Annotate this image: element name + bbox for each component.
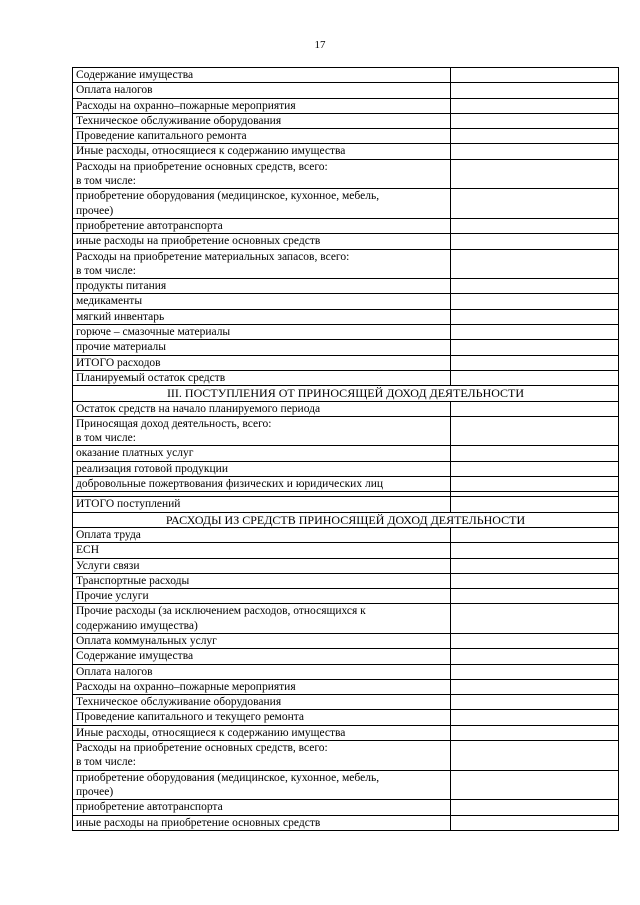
row-label-cell <box>73 527 451 542</box>
row-value-cell <box>451 401 619 416</box>
table-row <box>73 477 619 492</box>
row-label-line: ЕСН <box>76 544 99 557</box>
table-row <box>73 815 619 830</box>
row-value-cell <box>451 129 619 144</box>
row-label-cell <box>73 416 451 446</box>
row-label-line: медикаменты <box>76 295 143 308</box>
row-label-cell <box>73 543 451 558</box>
row-label-line: Прочие услуги <box>76 590 149 603</box>
row-label-cell <box>73 401 451 416</box>
row-value-cell <box>451 461 619 476</box>
table-row <box>73 725 619 740</box>
row-value-cell <box>451 144 619 159</box>
row-label-cell <box>73 695 451 710</box>
row-label-line: приобретение оборудования (медицинское, кухонное, мебель, <box>76 771 380 784</box>
row-value-cell <box>451 800 619 815</box>
row-label-line: Остаток средств на начало планируемого периода <box>76 402 321 415</box>
table-row <box>73 633 619 648</box>
table-row <box>73 279 619 294</box>
row-value-cell <box>451 477 619 492</box>
table-row <box>73 113 619 128</box>
row-label-line: иные расходы на приобретение основных средств <box>76 816 321 829</box>
row-label-line: Иные расходы, относящиеся к содержанию имущества <box>76 726 346 739</box>
row-label-line: иные расходы на приобретение основных средств <box>76 235 321 248</box>
row-value-cell <box>451 710 619 725</box>
row-label-cell <box>73 129 451 144</box>
row-label-cell <box>73 189 451 219</box>
row-label-line: содержанию имущества) <box>76 619 198 632</box>
row-label-line: Расходы на приобретение материальных запасов, всего: <box>76 250 350 263</box>
row-label-line: Иные расходы, относящиеся к содержанию имущества <box>76 145 346 158</box>
row-label-line: Оплата коммунальных услуг <box>76 634 217 647</box>
row-value-cell <box>451 98 619 113</box>
row-label-line: Оплата налогов <box>76 84 153 97</box>
section-title: РАСХОДЫ ИЗ СРЕДСТВ ПРИНОСЯЩЕЙ ДОХОД ДЕЯТЕЛЬНОСТИ <box>73 512 619 527</box>
row-value-cell <box>451 68 619 83</box>
row-label-cell <box>73 113 451 128</box>
row-label-line: Техническое обслуживание оборудования <box>76 696 282 709</box>
section-header-row <box>73 386 619 401</box>
table-row <box>73 710 619 725</box>
table-row <box>73 159 619 189</box>
row-label-line: ИТОГО расходов <box>76 356 161 369</box>
row-value-cell <box>451 589 619 604</box>
row-label-line: приобретение автотранспорта <box>76 219 223 232</box>
row-value-cell <box>451 695 619 710</box>
row-label-cell <box>73 725 451 740</box>
row-label-line: приобретение автотранспорта <box>76 801 223 814</box>
row-value-cell <box>451 725 619 740</box>
table-row <box>73 355 619 370</box>
row-label-cell <box>73 497 451 512</box>
row-value-cell <box>451 633 619 648</box>
row-label-line: реализация готовой продукции <box>76 462 228 475</box>
row-label-cell <box>73 234 451 249</box>
row-label-line: приобретение оборудования (медицинское, кухонное, мебель, <box>76 190 380 203</box>
row-value-cell <box>451 159 619 189</box>
row-label-cell <box>73 558 451 573</box>
table-row <box>73 695 619 710</box>
table-row <box>73 68 619 83</box>
table-row <box>73 770 619 800</box>
row-label-line: Содержание имущества <box>76 650 194 663</box>
row-value-cell <box>451 279 619 294</box>
table-row <box>73 294 619 309</box>
row-label-line: Планируемый остаток средств <box>76 371 226 384</box>
row-label-cell <box>73 159 451 189</box>
table-row <box>73 309 619 324</box>
table-row <box>73 340 619 355</box>
row-value-cell <box>451 664 619 679</box>
table-row <box>73 649 619 664</box>
row-label-cell <box>73 679 451 694</box>
row-label-line: прочее) <box>76 785 114 798</box>
row-label-line: горюче – смазочные материалы <box>76 326 231 339</box>
row-label-cell <box>73 340 451 355</box>
row-label-line: Транспортные расходы <box>76 574 190 587</box>
row-value-cell <box>451 558 619 573</box>
table-row <box>73 325 619 340</box>
row-label-line: мягкий инвентарь <box>76 310 165 323</box>
row-value-cell <box>451 340 619 355</box>
table-row <box>73 497 619 512</box>
table-row <box>73 370 619 385</box>
row-label-line: Оплата труда <box>76 528 141 541</box>
row-value-cell <box>451 604 619 634</box>
row-label-line: Расходы на приобретение основных средств, всего: <box>76 160 328 173</box>
row-value-cell <box>451 741 619 771</box>
row-label-line: Услуги связи <box>76 559 140 572</box>
section-title: III. ПОСТУПЛЕНИЯ ОТ ПРИНОСЯЩЕЙ ДОХОД ДЕЯТЕЛЬНОСТИ <box>73 386 619 401</box>
section-header-row <box>73 512 619 527</box>
table-row <box>73 189 619 219</box>
row-value-cell <box>451 355 619 370</box>
row-value-cell <box>451 113 619 128</box>
table-row <box>73 129 619 144</box>
row-label-line: ИТОГО поступлений <box>76 498 181 511</box>
row-label-line: в том числе: <box>76 756 136 769</box>
row-label-cell <box>73 633 451 648</box>
row-label-line: Расходы на охранно–пожарные мероприятия <box>76 99 296 112</box>
table-row <box>73 144 619 159</box>
table-row <box>73 461 619 476</box>
table-row <box>73 527 619 542</box>
row-label-cell <box>73 770 451 800</box>
row-label-line: в том числе: <box>76 264 136 277</box>
page-number: 17 <box>314 39 326 51</box>
row-label-cell <box>73 218 451 233</box>
row-label-line: в том числе: <box>76 175 136 188</box>
row-label-cell <box>73 649 451 664</box>
table-row <box>73 679 619 694</box>
row-value-cell <box>451 649 619 664</box>
row-label-line: прочие материалы <box>76 341 166 354</box>
row-value-cell <box>451 309 619 324</box>
row-label-cell <box>73 604 451 634</box>
row-label-cell <box>73 573 451 588</box>
row-value-cell <box>451 815 619 830</box>
row-value-cell <box>451 446 619 461</box>
row-label-cell <box>73 68 451 83</box>
row-value-cell <box>451 249 619 279</box>
row-value-cell <box>451 497 619 512</box>
row-label-line: Техническое обслуживание оборудования <box>76 114 282 127</box>
row-value-cell <box>451 294 619 309</box>
row-value-cell <box>451 218 619 233</box>
row-value-cell <box>451 83 619 98</box>
row-label-cell <box>73 477 451 492</box>
row-value-cell <box>451 543 619 558</box>
row-label-line: Проведение капитального и текущего ремонта <box>76 711 305 724</box>
row-label-cell <box>73 144 451 159</box>
row-label-cell <box>73 461 451 476</box>
row-label-cell <box>73 325 451 340</box>
row-label-cell <box>73 83 451 98</box>
budget-table-body <box>73 68 619 831</box>
table-row <box>73 446 619 461</box>
row-label-cell <box>73 589 451 604</box>
row-label-line: Расходы на приобретение основных средств, всего: <box>76 742 328 755</box>
row-label-cell <box>73 710 451 725</box>
row-label-cell <box>73 741 451 771</box>
table-row <box>73 543 619 558</box>
row-label-line: в том числе: <box>76 432 136 445</box>
row-label-line: оказание платных услуг <box>76 447 194 460</box>
row-value-cell <box>451 234 619 249</box>
row-label-cell <box>73 294 451 309</box>
table-row <box>73 741 619 771</box>
table-row <box>73 573 619 588</box>
row-value-cell <box>451 573 619 588</box>
row-value-cell <box>451 189 619 219</box>
row-label-cell <box>73 279 451 294</box>
row-label-line: Расходы на охранно–пожарные мероприятия <box>76 680 296 693</box>
row-label-line: Приносящая доход деятельность, всего: <box>76 417 272 430</box>
table-row <box>73 800 619 815</box>
row-label-line: добровольные пожертвования физических и юридических лиц <box>76 478 384 491</box>
row-label-line: продукты питания <box>76 280 167 293</box>
table-row <box>73 664 619 679</box>
table-row <box>73 234 619 249</box>
table-row <box>73 249 619 279</box>
row-label-line: Проведение капитального ремонта <box>76 130 247 143</box>
row-label-cell <box>73 446 451 461</box>
row-value-cell <box>451 679 619 694</box>
table-row <box>73 558 619 573</box>
row-label-cell <box>73 98 451 113</box>
row-label-line: Оплата налогов <box>76 665 153 678</box>
table-row <box>73 604 619 634</box>
table-row <box>73 589 619 604</box>
row-value-cell <box>451 325 619 340</box>
row-label-cell <box>73 815 451 830</box>
row-value-cell <box>451 527 619 542</box>
row-label-cell <box>73 355 451 370</box>
row-label-line: Прочие расходы (за исключением расходов, относящихся к <box>76 605 366 618</box>
row-value-cell <box>451 416 619 446</box>
table-row <box>73 416 619 446</box>
row-value-cell <box>451 370 619 385</box>
row-label-cell <box>73 664 451 679</box>
budget-table <box>72 67 619 831</box>
row-label-cell <box>73 800 451 815</box>
table-row <box>73 98 619 113</box>
row-label-line: прочее) <box>76 204 114 217</box>
row-label-cell <box>73 309 451 324</box>
table-row <box>73 401 619 416</box>
row-label-line: Содержание имущества <box>76 69 194 81</box>
row-value-cell <box>451 770 619 800</box>
table-row <box>73 83 619 98</box>
table-row <box>73 218 619 233</box>
row-label-cell <box>73 249 451 279</box>
row-label-cell <box>73 370 451 385</box>
